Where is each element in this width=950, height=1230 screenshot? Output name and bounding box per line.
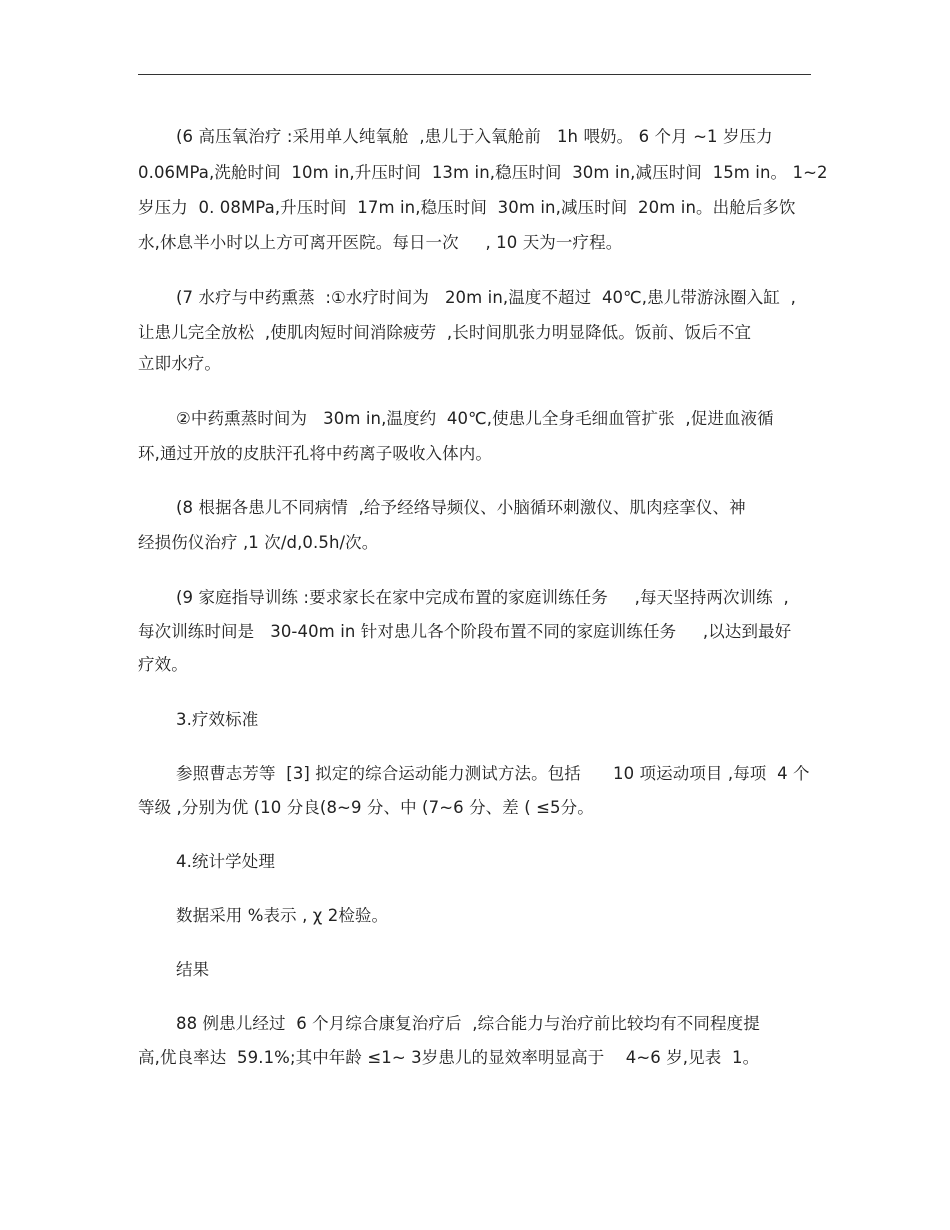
text-line: 数据采用 %表示 , χ 2检验。 — [176, 906, 389, 925]
section-heading: 4.统计学处理 — [176, 852, 275, 871]
header-rule — [138, 74, 811, 75]
text-line: (7 水疗与中药熏蒸 :①水疗时间为 20m in,温度不超过 40℃,患儿带游泳圈入缸 , — [176, 288, 796, 307]
text-line: (8 根据各患儿不同病情 ,给予经络导频仪、小脑循环刺激仪、肌肉痉挛仪、神 — [176, 498, 746, 517]
text-line: 0.06MPa,洗舱时间 10m in,升压时间 13m in,稳压时间 30m in,减压时间 15m in。 1~2 — [138, 163, 828, 182]
text-line: 88 例患儿经过 6 个月综合康复治疗后 ,综合能力与治疗前比较均有不同程度提 — [176, 1014, 760, 1033]
text-line: 环,通过开放的皮肤汗孔将中药离子吸收入体内。 — [138, 444, 492, 463]
text-line: 经损伤仪治疗 ,1 次/d,0.5h/次。 — [138, 533, 379, 552]
text-line: 水,休息半小时以上方可离开医院。每日一次 , 10 天为一疗程。 — [138, 233, 623, 252]
text-line: (6 高压氧治疗 :采用单人纯氧舱 ,患儿于入氧舱前 1h 喂奶。 6 个月 ~1 岁压力 — [176, 127, 773, 146]
section-heading: 3.疗效标准 — [176, 710, 259, 729]
text-line: ②中药熏蒸时间为 30m in,温度约 40℃,使患儿全身毛细血管扩张 ,促进血液循 — [176, 409, 774, 428]
text-line: 参照曹志芳等 [3] 拟定的综合运动能力测试方法。包括 10 项运动项目 ,每项 4 个 — [176, 764, 810, 783]
text-line: 每次训练时间是 30-40m in 针对患儿各个阶段布置不同的家庭训练任务 ,以达到最好 — [138, 622, 792, 641]
text-line: 疗效。 — [138, 655, 188, 674]
text-line: (9 家庭指导训练 :要求家长在家中完成布置的家庭训练任务 ,每天坚持两次训练 , — [176, 588, 789, 607]
text-line: 岁压力 0. 08MPa,升压时间 17m in,稳压时间 30m in,减压时间 20m in。出舱后多饮 — [138, 198, 796, 217]
text-line: 立即水疗。 — [138, 354, 221, 373]
text-line: 让患儿完全放松 ,使肌肉短时间消除疲劳 ,长时间肌张力明显降低。饭前、饭后不宜 — [138, 323, 752, 342]
text-line: 高,优良率达 59.1%;其中年龄 ≤1~ 3岁患儿的显效率明显高于 4~6 岁,见表 1。 — [138, 1048, 760, 1067]
text-line: 等级 ,分别为优 (10 分良(8~9 分、中 (7~6 分、差 ( ≤5分。 — [138, 798, 594, 817]
section-heading: 结果 — [176, 960, 210, 979]
